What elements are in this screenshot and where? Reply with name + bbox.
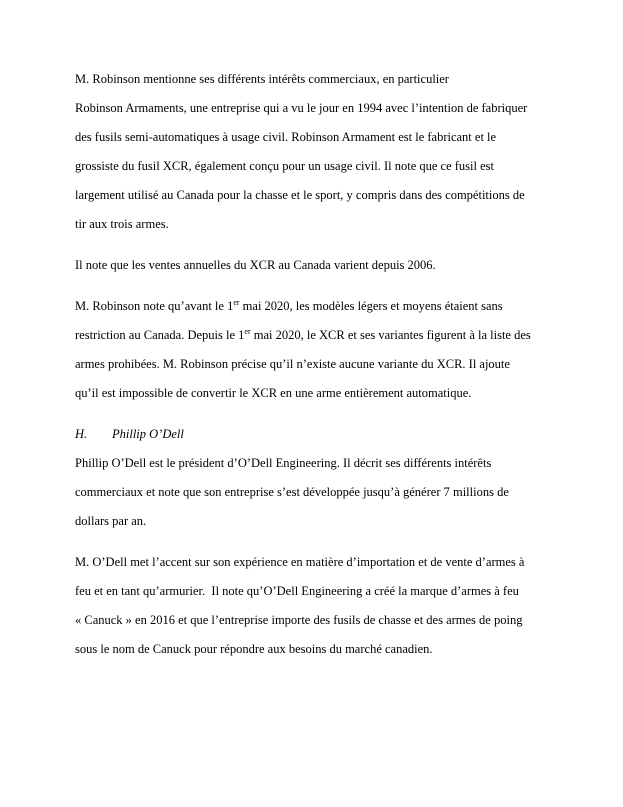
text-line [75, 420, 548, 449]
text-segment: restriction au Canada. Depuis le 1 [75, 328, 245, 342]
paragraph-xcr-annual-sales [75, 251, 548, 280]
text-line: largement utilisé au Canada pour la chasse et le sport, y compris dans des compétitions de [75, 188, 525, 202]
text-segment: mai 2020, le XCR et ses variantes figurent à la liste des [250, 328, 531, 342]
section-heading-phillip-odell [75, 420, 548, 449]
text-line: Il note que les ventes annuelles du XCR au Canada varient depuis 2006. [75, 258, 436, 272]
paragraph-xcr-prohibition [75, 292, 548, 408]
ordinal-superscript: er [233, 297, 240, 307]
text-line: Phillip O’Dell est le président d’O’Dell Engineering. Il décrit ses différents intérêts [75, 456, 492, 470]
text-line: grossiste du fusil XCR, également conçu pour un usage civil. Il note que ce fusil est [75, 159, 495, 173]
text-line: « Canuck » en 2016 et que l’entreprise importe des fusils de chasse et des armes de poing [75, 613, 523, 627]
text-line: M. Robinson mentionne ses différents intérêts commerciaux, en particulier [75, 72, 449, 86]
section-title: Phillip O’Dell [112, 427, 184, 441]
paragraph-odell-intro [75, 449, 548, 536]
text-segment: mai 2020, les modèles légers et moyens étaient sans [239, 299, 503, 313]
text-line: sous le nom de Canuck pour répondre aux besoins du marché canadien. [75, 642, 433, 656]
text-line [75, 321, 548, 350]
text-line: qu’il est impossible de convertir le XCR en une arme entièrement automatique. [75, 386, 472, 400]
text-line: feu et en tant qu’armurier. Il note qu’O’Dell Engineering a créé la marque d’armes à feu [75, 584, 519, 598]
text-line: Robinson Armaments, une entreprise qui a vu le jour en 1994 avec l’intention de fabriquer [75, 101, 528, 115]
document-text-block [75, 65, 548, 676]
text-segment: M. Robinson note qu’avant le 1 [75, 299, 234, 313]
text-line: des fusils semi-automatiques à usage civil. Robinson Armament est le fabricant et le [75, 130, 497, 144]
text-line: armes prohibées. M. Robinson précise qu’il n’existe aucune variante du XCR. Il ajoute [75, 357, 510, 371]
text-line [75, 292, 548, 321]
text-line: dollars par an. [75, 514, 147, 528]
paragraph-odell-experience [75, 548, 548, 664]
text-line: tir aux trois armes. [75, 217, 169, 231]
text-line: M. O’Dell met l’accent sur son expérience en matière d’importation et de vente d’armes à [75, 555, 525, 569]
paragraph-robinson-business-interests [75, 65, 548, 239]
text-line: commerciaux et note que son entreprise s’est développée jusqu’à générer 7 millions de [75, 485, 509, 499]
section-letter: H. [75, 427, 88, 441]
ordinal-superscript: er [244, 326, 251, 336]
